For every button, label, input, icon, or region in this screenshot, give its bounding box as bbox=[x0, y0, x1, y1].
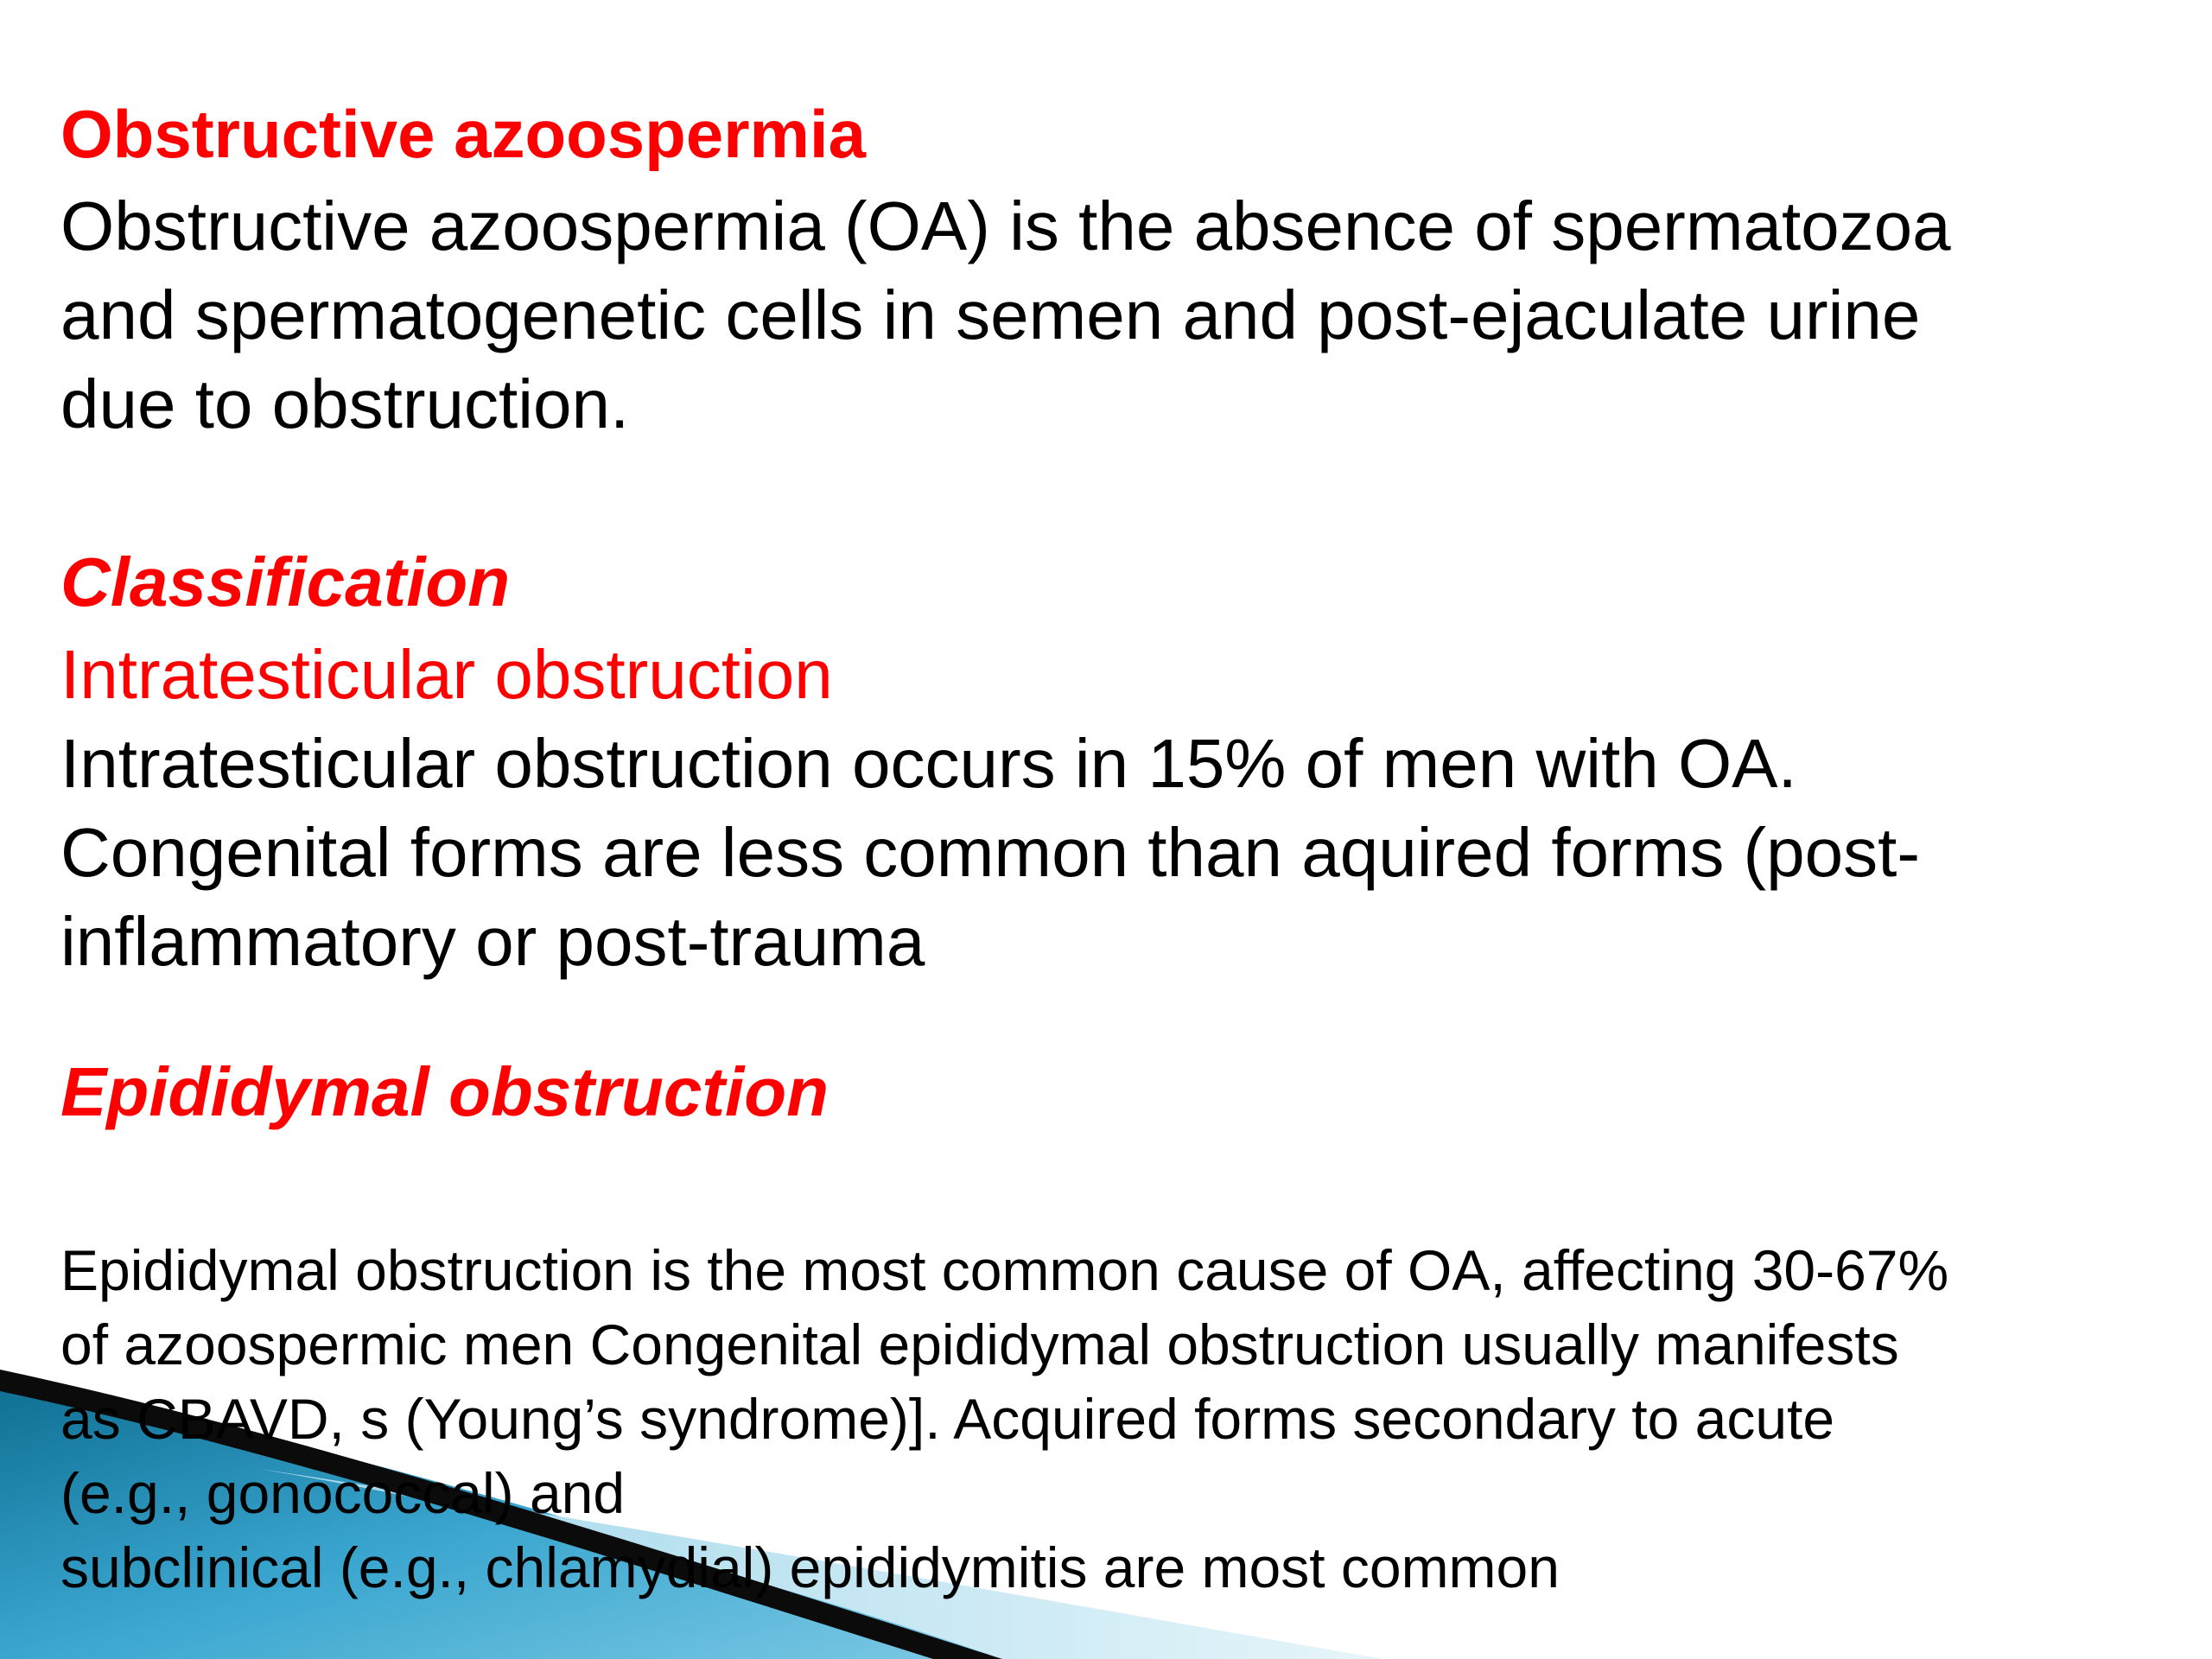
intratesticular-paragraph bbox=[60, 719, 2169, 986]
epididymal-line: (e.g., gonococcal) and bbox=[60, 1461, 626, 1525]
epididymal-line: subclinical (e.g., chlamydial) epididymitis are most common bbox=[60, 1535, 1560, 1599]
epididymal-heading: Epididymal obstruction bbox=[60, 1053, 829, 1130]
intro-paragraph bbox=[60, 181, 2169, 448]
intro-line: due to obstruction. bbox=[60, 365, 630, 442]
slide-content bbox=[60, 86, 2169, 1605]
intro-line: and spermatogenetic cells in semen and post-ejaculate urine bbox=[60, 276, 1921, 353]
epididymal-paragraph bbox=[60, 1233, 2169, 1605]
intratesticular-subheading: Intratesticular obstruction bbox=[60, 636, 833, 713]
intro-line: Obstructive azoospermia (OA) is the absence of spermatozoa bbox=[60, 188, 1951, 264]
epididymal-line: as CBAVD, s (Young’s syndrome)]. Acquired forms secondary to acute bbox=[60, 1387, 1835, 1451]
epididymal-line: Epididymal obstruction is the most common cause of OA, affecting 30-67% bbox=[60, 1238, 1949, 1302]
intratesticular-line: inflammatory or post-trauma bbox=[60, 903, 925, 980]
slide-title: Obstructive azoospermia bbox=[60, 96, 866, 172]
epididymal-line: of azoospermic men Congenital epididymal obstruction usually manifests bbox=[60, 1313, 1899, 1376]
intratesticular-line: Intratesticular obstruction occurs in 15% of men with OA. bbox=[60, 725, 1797, 802]
classification-heading: Classification bbox=[60, 543, 511, 620]
intratesticular-line: Congenital forms are less common than aquired forms (post- bbox=[60, 814, 1921, 891]
